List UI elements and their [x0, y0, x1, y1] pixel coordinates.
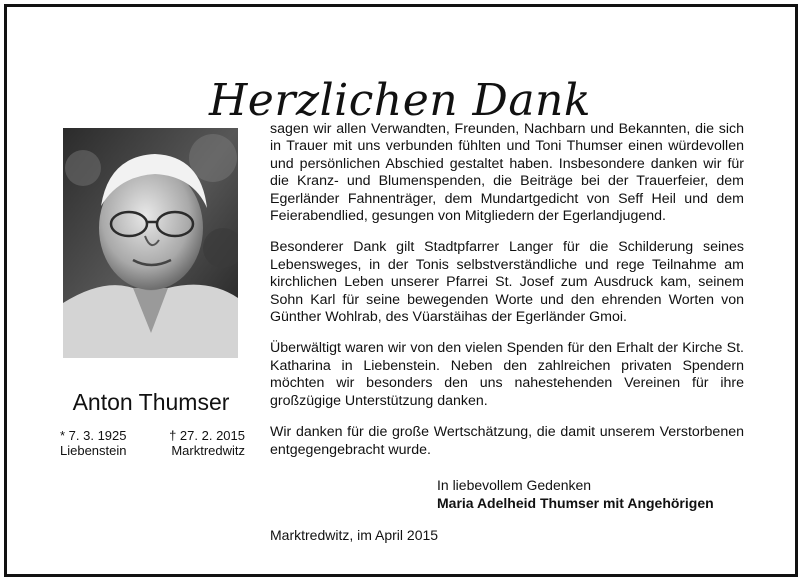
signature-intro: In liebevollem Gedenken [437, 477, 592, 493]
deceased-name: Anton Thumser [72, 389, 230, 415]
death-info [169, 428, 245, 458]
portrait-photo [63, 128, 238, 358]
signature-names: Maria Adelheid Thumser mit Angehörigen [437, 495, 714, 511]
paragraph: Besonderer Dank gilt Stadtpfarrer Langer für die Schilderung seines Lebensweges, in der Tonis selbstverständliche und rege Teilnahme am kirchlichen Leben unserer Pfarrei St. Josef zum Ausdruck kam, seinem Sohn Karl für seine bewegenden Worte und den ehrenden Worten von Günther Wohlrab, des Vüarstäihas der Egerländer Gmoi. [270, 239, 744, 326]
death-date: † 27. 2. 2015 [169, 428, 245, 443]
birth-info [60, 428, 127, 458]
death-place: Marktredwitz [171, 443, 245, 458]
paragraph: sagen wir allen Verwandten, Freunden, Nachbarn und Bekannten, die sich in Trauer mit uns verbunden fühlten und Toni Thumser einen würdevollen und persönlichen Abschied gestaltet haben. Insbesondere danken wir für die Kranz- und Blumenspenden, die Beiträge bei der Trauerfeier, dem Egerländer Fahnenträger, dem Mundartgedicht von Seff Heil und dem Feierabendlied, gesungen von Mitgliedern der Egerlandjugend. [270, 121, 744, 225]
place-date: Marktredwitz, im April 2015 [270, 527, 439, 543]
paragraph: Wir danken für die große Wertschätzung, die damit unserem Verstorbenen entgegengebracht wurde. [270, 424, 744, 458]
birth-date: * 7. 3. 1925 [60, 428, 127, 443]
notice-title: Herzlichen Dank [208, 75, 592, 127]
birth-place: Liebenstein [60, 443, 127, 458]
notice-body [270, 121, 744, 473]
paragraph: Überwältigt waren wir von den vielen Spenden für den Erhalt der Kirche St. Katharina in Liebenstein. Neben den zahlreichen privaten Spendern möchten wir besonders den uns nahestehenden Vereinen für ihre großzügige Unterstützung danken. [270, 340, 744, 409]
signature-block [437, 476, 714, 512]
